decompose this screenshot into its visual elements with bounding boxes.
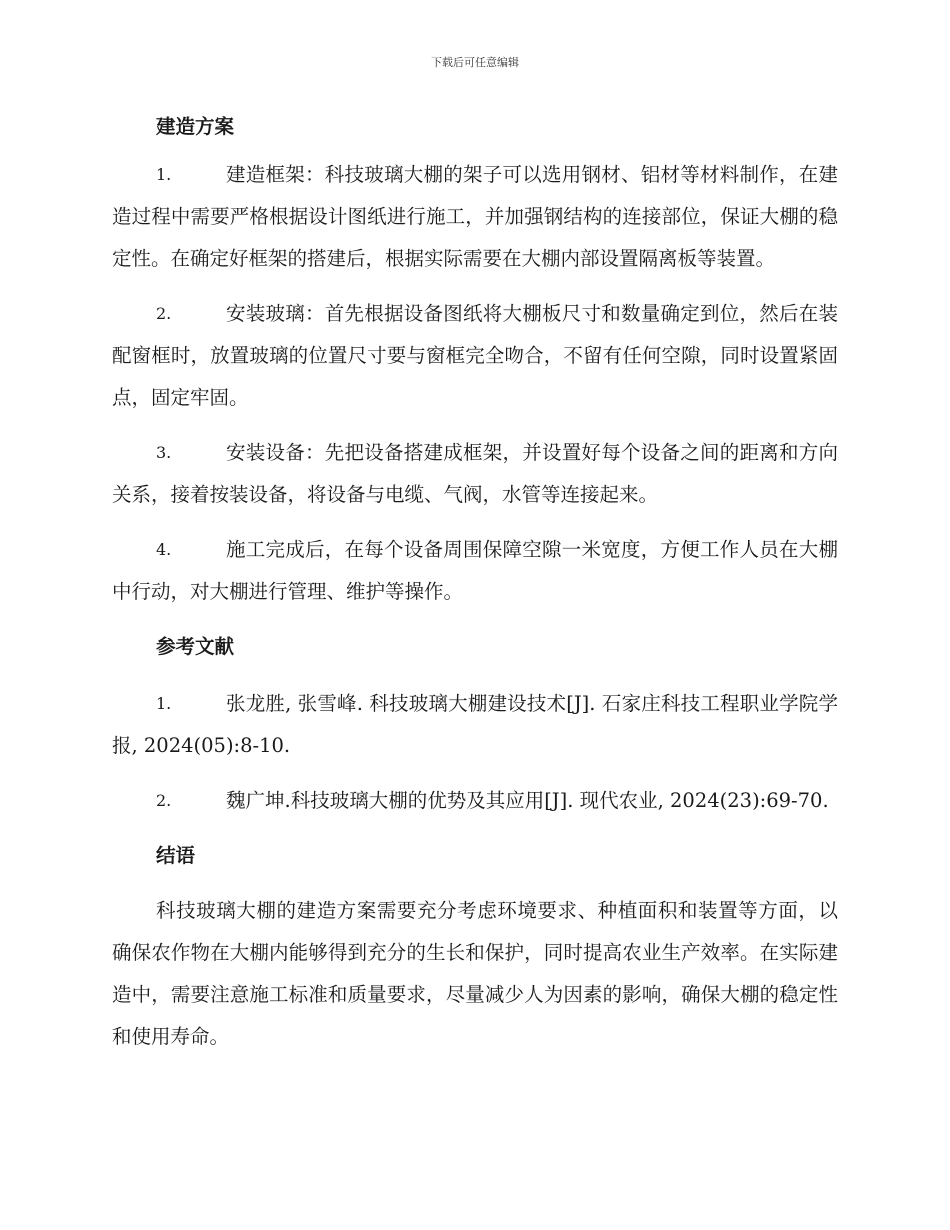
list-item [112, 529, 838, 613]
list-number: 1. [156, 694, 172, 713]
list-item-text: 安装玻璃：首先根据设备图纸将大棚板尺寸和数量确定到位，然后在装配窗框时，放置玻璃的位置尺寸要与窗框完全吻合，不留有任何空隙，同时设置紧固点，固定牢固。 [112, 302, 838, 409]
reference-item [112, 683, 838, 767]
list-item [112, 154, 838, 280]
reference-text: 张龙胜, 张雪峰. 科技玻璃大棚建设技术[J]. 石家庄科技工程职业学院学报, 2024(05):8-10. [112, 692, 838, 757]
document-body [112, 112, 838, 1058]
page-header: 下载后可任意编辑 [431, 56, 519, 69]
list-number: 2. [156, 791, 172, 810]
list-number: 3. [156, 443, 172, 462]
list-number: 1. [156, 165, 172, 184]
list-number: 2. [156, 304, 172, 323]
section-heading-references: 参考文献 [156, 635, 235, 658]
section-heading-conclusion: 结语 [156, 844, 196, 867]
list-item-text: 施工完成后，在每个设备周围保障空隙一米宽度，方便工作人员在大棚中行动，对大棚进行管理、维护等操作。 [112, 538, 838, 603]
list-item [112, 293, 838, 419]
list-item [112, 432, 838, 516]
reference-item [112, 780, 838, 822]
section-heading-construction: 建造方案 [156, 115, 235, 138]
list-item-text: 建造框架：科技玻璃大棚的架子可以选用钢材、铝材等材料制作，在建造过程中需要严格根据设计图纸进行施工，并加强钢结构的连接部位，保证大棚的稳定性。在确定好框架的搭建后，根据实际需要在大棚内部设置隔离板等装置。 [112, 163, 838, 270]
reference-text: 魏广坤.科技玻璃大棚的优势及其应用[J]. 现代农业, 2024(23):69-70. [226, 789, 829, 812]
conclusion-paragraph: 科技玻璃大棚的建造方案需要充分考虑环境要求、种植面积和装置等方面，以确保农作物在大棚内能够得到充分的生长和保护，同时提高农业生产效率。在实际建造中，需要注意施工标准和质量要求，尽量减少人为因素的影响，确保大棚的稳定性和使用寿命。 [112, 899, 838, 1048]
list-item-text: 安装设备：先把设备搭建成框架，并设置好每个设备之间的距离和方向关系，接着按装设备，将设备与电缆、气阀，水管等连接起来。 [112, 441, 838, 506]
list-number: 4. [156, 540, 172, 559]
